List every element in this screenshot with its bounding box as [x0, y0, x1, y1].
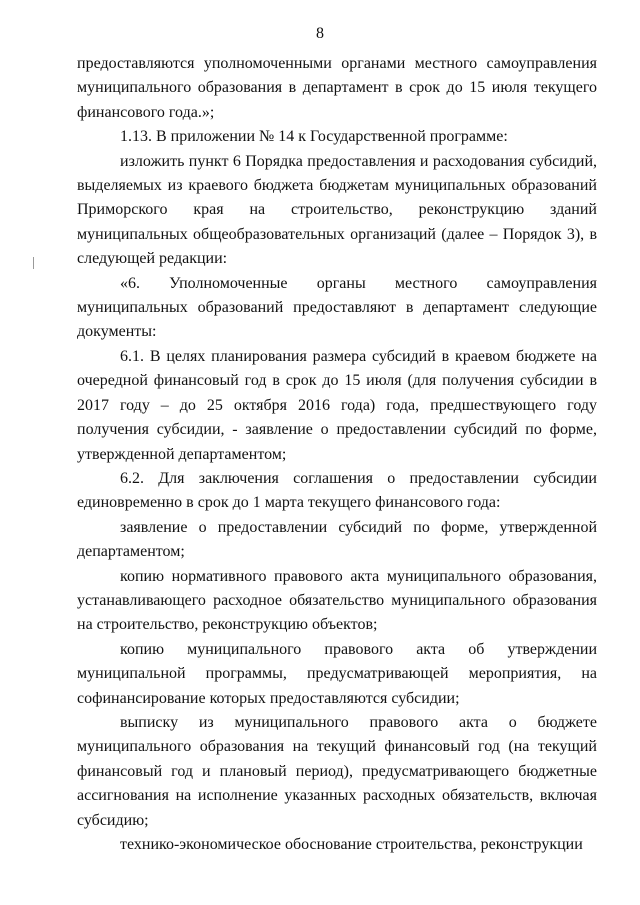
- paragraph-continuation: предоставляются уполномоченными органами местного самоуправления муниципального образования в департамент в срок до 15 июля текущего финансового года.»;: [77, 55, 597, 121]
- paragraph-6: «6. Уполномоченные органы местного самоуправления муниципальных образований предоставляют в департамент следующие документы:: [77, 274, 597, 341]
- paragraph-1-13: 1.13. В приложении № 14 к Государственной программе:: [120, 128, 508, 146]
- list-item-application: заявление о предоставлении субсидий по форме, утвержденной департаментом;: [77, 518, 597, 561]
- list-item-normative-act: копию нормативного правового акта муниципального образования, устанавливающего расходное обязательство муниципального образования на строительство, реконструкцию объектов;: [77, 567, 597, 634]
- list-item-program-act: копию муниципального правового акта об утверждении муниципальной программы, предусматривающей мероприятия, на софинансирование которых предоставляются субсидии;: [77, 640, 597, 707]
- margin-mark: [33, 257, 34, 269]
- list-item-budget-extract: выписку из муниципального правового акта о бюджете муниципального образования на текущий финансовый год (на текущий финансовый год и плановый период), предусматривающего бюджетные ассигнования на исполнение указанных расходных обязательств, включая субсидию;: [77, 713, 597, 829]
- paragraph-6-1: 6.1. В целях планирования размера субсидий в краевом бюджете на очередной финансовый год в срок до 15 июля (для получения субсидии в 2017 году – до 25 октября 2016 года) года, предшествующего году получения субсидии, - заявление о предоставлении субсидий по форме, утвержденной департаментом;: [77, 347, 597, 463]
- document-body: [77, 52, 597, 857]
- paragraph-amend-point-6: изложить пункт 6 Порядка предоставления и расходования субсидий, выделяемых из краевого бюджета бюджетам муниципальных образований Приморского края на строительство, реконструкцию зданий муниципальных общеобразовательных организаций (далее – Порядок 3), в следующей редакции:: [77, 152, 597, 268]
- page-number: 8: [316, 25, 324, 42]
- list-item-feasibility-study: технико-экономическое обоснование строительства, реконструкции: [120, 836, 583, 853]
- paragraph-6-2: 6.2. Для заключения соглашения о предоставлении субсидии единовременно в срок до 1 марта текущего финансового года:: [77, 469, 597, 512]
